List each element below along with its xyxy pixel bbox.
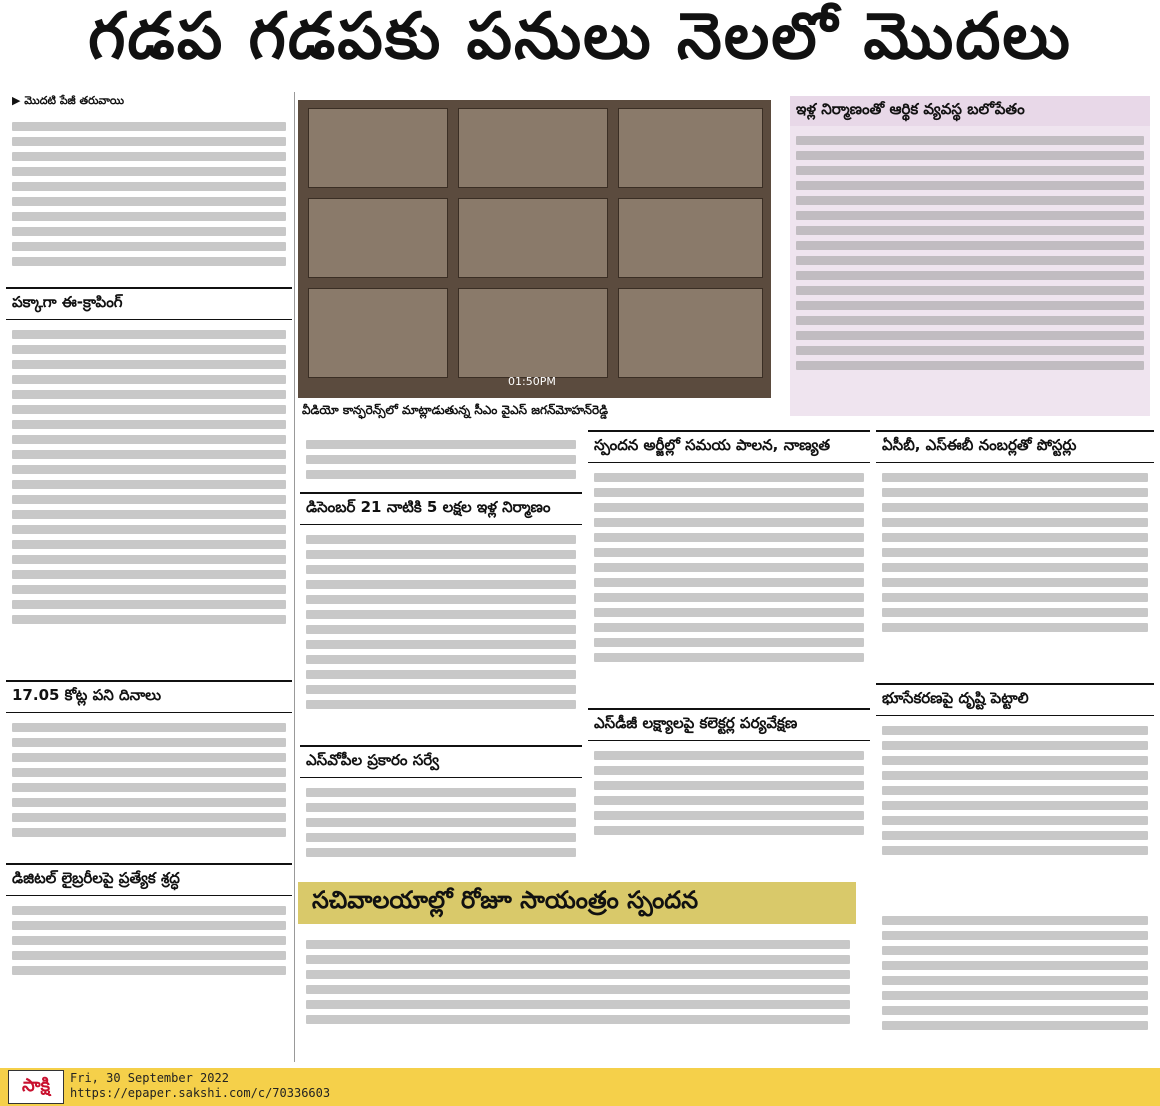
- subheading: ఇళ్ల నిర్మాణంతో ఆర్థిక వ్యవస్థ బలోపేతం: [790, 96, 1150, 126]
- boxed-story: [790, 96, 1150, 416]
- body-text: [876, 463, 1154, 683]
- subheading: 17.05 కోట్ల పని దినాలు: [6, 680, 292, 713]
- edition-date: Fri, 30 September 2022: [70, 1071, 229, 1085]
- continued-label: ▶ మొదటి పేజీ తరువాయి: [12, 94, 125, 107]
- body-text: [300, 778, 582, 888]
- footer-text: [70, 1071, 330, 1101]
- subheading: పక్కాగా ఈ-క్రాపింగ్: [6, 287, 292, 320]
- photo-timestamp: 01:50PM: [508, 375, 556, 388]
- subheading: స్పందన అర్జీల్లో సమయ పాలన, నాణ్యత: [588, 430, 870, 463]
- body-text: [588, 741, 870, 871]
- column-third: [588, 430, 870, 871]
- subheading: ఏసీబీ, ఎస్ఈబీ నంబర్లతో పోస్టర్లు: [876, 430, 1154, 463]
- page-headline: గడప గడపకు పనులు నెలలో మొదలు: [88, 0, 1072, 74]
- body-text: [876, 716, 1154, 906]
- body-text: [6, 713, 292, 863]
- sakshi-logo: సాక్షి: [8, 1070, 64, 1104]
- body-text: [6, 896, 292, 996]
- body-text: [300, 430, 582, 492]
- body-text: [790, 126, 1150, 380]
- column-left: [6, 92, 292, 996]
- column-middle: [300, 430, 582, 888]
- video-conference-photo: [298, 100, 771, 398]
- subheading: డిసెంబర్ 21 నాటికి 5 లక్షల ఇళ్ల నిర్మాణం: [300, 492, 582, 525]
- epaper-url[interactable]: https://epaper.sakshi.com/c/70336603: [70, 1086, 331, 1100]
- body-text: [6, 320, 292, 680]
- body-text: [588, 463, 870, 708]
- column-right: [876, 430, 1154, 1076]
- banner-body: [300, 930, 856, 1034]
- subheading: భూసేకరణపై దృష్టి పెట్టాలి: [876, 683, 1154, 716]
- photo-caption: వీడియో కాన్ఫరెన్స్‌లో మాట్లాడుతున్న సీఎం వైఎస్ జగన్‌మోహన్‌రెడ్డి: [302, 403, 608, 417]
- subheading: ఎస్‌డీజీ లక్ష్యాలపై కలెక్టర్ల పర్యవేక్షణ: [588, 708, 870, 741]
- story-banner: సచివాలయాల్లో రోజూ సాయంత్రం స్పందన: [298, 882, 856, 924]
- body-text: [300, 525, 582, 745]
- subheading: ఎస్‌వోపీల ప్రకారం సర్వే: [300, 745, 582, 778]
- subheading: డిజిటల్ లైబ్రరీలపై ప్రత్యేక శ్రద్ధ: [6, 863, 292, 896]
- body-text: [300, 930, 856, 1034]
- body-text: [6, 112, 292, 287]
- body-text: [876, 906, 1154, 1076]
